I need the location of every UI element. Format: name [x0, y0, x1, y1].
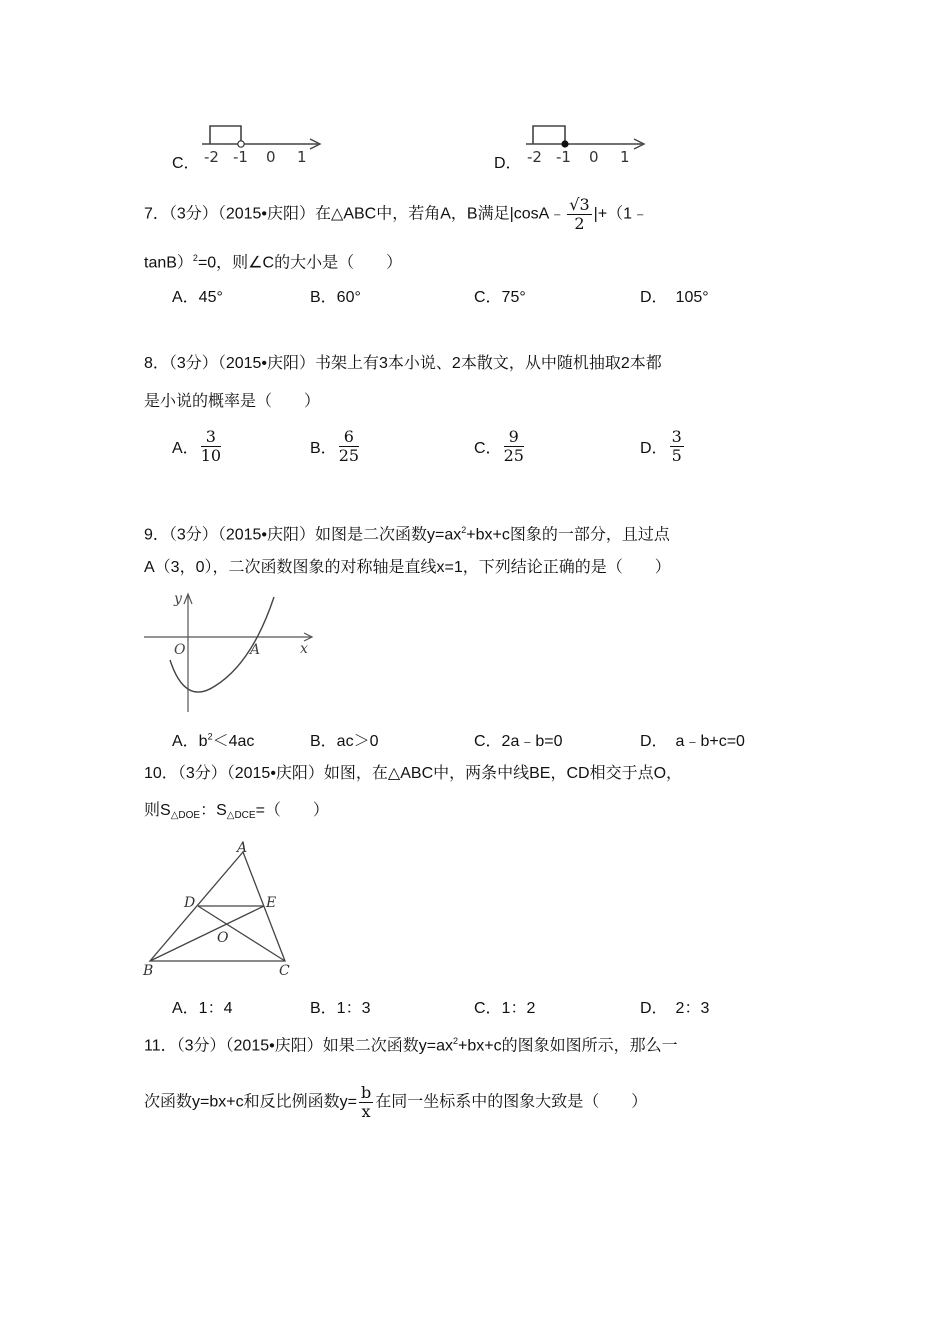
- q8-option-b[interactable]: B． $\frac{6}{25}$: [310, 427, 360, 465]
- q10-option-d[interactable]: D． 2：3: [640, 1000, 710, 1017]
- tick-label: 1: [297, 148, 307, 166]
- vertex-a-label: A: [237, 840, 248, 856]
- q8-question-line2: 是小说的概率是（ ）: [144, 393, 321, 410]
- q7-option-b[interactable]: B．60°: [310, 289, 361, 306]
- q9-option-c[interactable]: C．2a﹣b=0: [474, 733, 563, 750]
- q8-option-a[interactable]: A． $\frac{3}{10}$: [172, 427, 222, 465]
- y-axis-label: y: [174, 591, 182, 607]
- q9-option-a[interactable]: A．$b^2<4ac$: [172, 731, 255, 750]
- q7-option-c[interactable]: C．75°: [474, 289, 526, 306]
- tick-label: 0: [266, 148, 276, 166]
- q7-option-d[interactable]: D． 105°: [640, 289, 709, 306]
- q8-option-d[interactable]: D． $\frac{3}{5}$: [640, 427, 682, 465]
- point-e-label: E: [266, 895, 277, 911]
- open-circle-icon: [238, 141, 244, 147]
- q8-question-line1: 8．（3分）（2015•庆阳）书架上有3本小说、2本散文，从中随机抽取2本都: [144, 355, 662, 372]
- q7-question-line2: tanB）$^2$=0，则∠C的大小是（ ）: [144, 253, 403, 272]
- q9-option-b[interactable]: B．ac＞0: [310, 733, 379, 750]
- b-over-x-fraction: $\frac{b}{x}$: [360, 1083, 372, 1121]
- tick-label: -1: [556, 148, 571, 166]
- vertex-c-label: C: [279, 963, 290, 979]
- point-a-label: A: [250, 642, 261, 658]
- q8-option-c[interactable]: C． $\frac{9}{25}$: [474, 427, 524, 465]
- q7-question-line1: 7．（3分）（2015•庆阳）在△ABC中，若角A，B满足|cosA﹣ $\frac{√3}{2}$ |+（1﹣: [144, 195, 649, 233]
- origin-label: O: [174, 642, 186, 658]
- sqrt3-over-2-fraction: $\frac{√3}{2}$: [569, 195, 590, 233]
- q10-question-line1: 10．（3分）（2015•庆阳）如图，在△ABC中，两条中线BE，CD相交于点O，: [144, 765, 683, 782]
- q10-question-line2: 则$S_{\triangle DOE}$：$S_{\triangle DCE}=$（ ）: [144, 802, 329, 821]
- point-o-label: O: [217, 930, 229, 946]
- tick-label: 1: [620, 148, 630, 166]
- q11-question-line2: 次函数y=bx+c和反比例函数y= $\frac{b}{x}$ 在同一坐标系中的图象大致是（ ）: [144, 1083, 648, 1121]
- filled-circle-icon: [561, 140, 568, 147]
- q10-triangle-figure: [140, 838, 300, 980]
- point-d-label: D: [184, 895, 196, 911]
- vertex-b-label: B: [143, 963, 154, 979]
- q9-question-line2: A（3，0），二次函数图象的对称轴是直线x=1，下列结论正确的是（ ）: [144, 559, 671, 576]
- q6-option-d-label: D．: [494, 155, 522, 172]
- q10-option-c[interactable]: C．1：2: [474, 1000, 536, 1017]
- q6-option-c-label: C．: [172, 155, 200, 172]
- tick-label: -1: [233, 148, 248, 166]
- q11-question-line1: 11．（3分）（2015•庆阳）如果二次函数$y=ax^2+bx+c$的图象如图所示，那么一: [144, 1036, 678, 1055]
- q6-option-d-numberline: [520, 120, 655, 166]
- tick-label: -2: [204, 148, 219, 166]
- q6-option-c-numberline: [196, 120, 331, 166]
- x-axis-label: x: [300, 641, 308, 657]
- tick-label: -2: [527, 148, 542, 166]
- q9-question-line1: 9．（3分）（2015•庆阳）如图是二次函数$y=ax^2+bx+c$图象的一部分，且过点: [144, 525, 670, 544]
- q10-option-b[interactable]: B．1：3: [310, 1000, 371, 1017]
- q9-parabola-graph: [140, 588, 320, 716]
- q9-option-d[interactable]: D． a﹣b+c=0: [640, 733, 745, 750]
- tick-label: 0: [589, 148, 599, 166]
- q7-option-a[interactable]: A．45°: [172, 289, 223, 306]
- q10-option-a[interactable]: A．1：4: [172, 1000, 233, 1017]
